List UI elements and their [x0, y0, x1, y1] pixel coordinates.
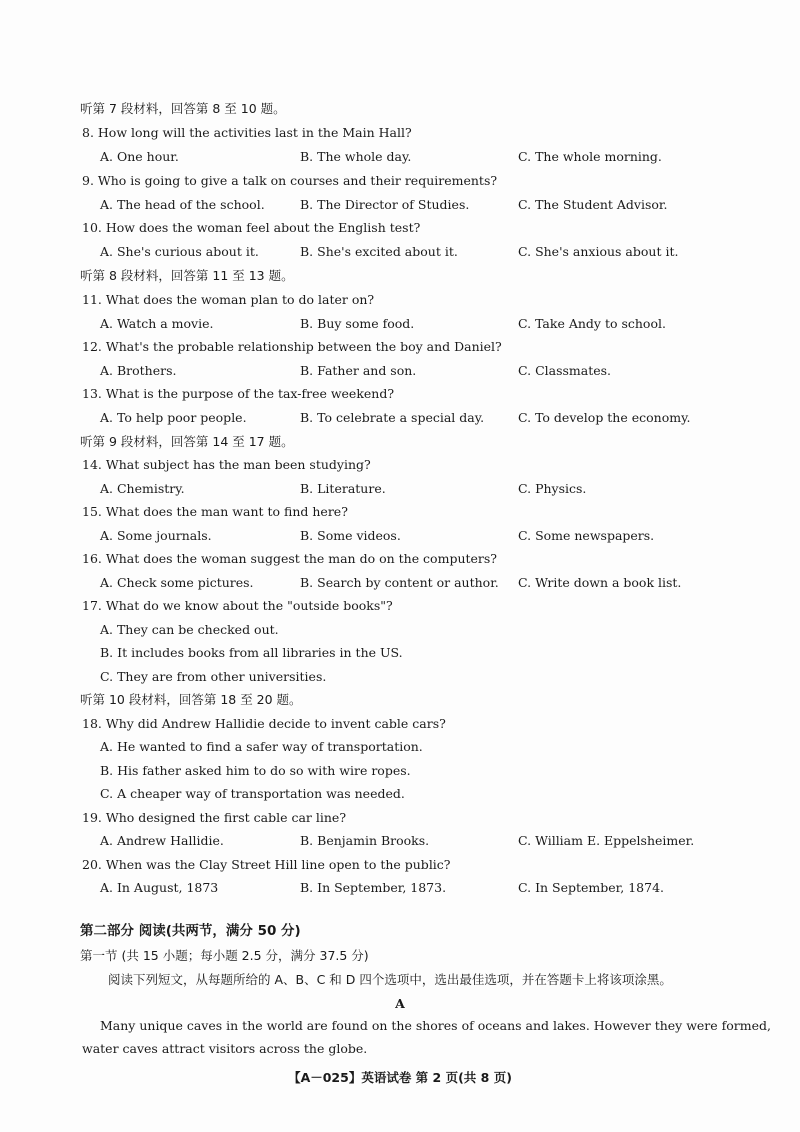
question-stem: 16. What does the woman suggest the man do on the computers? — [82, 551, 498, 566]
option-a: A. He wanted to find a safer way of transportation. — [100, 739, 423, 754]
option-a: A. Chemistry. — [100, 481, 185, 496]
question-stem: 12. What's the probable relationship between the boy and Daniel? — [82, 339, 502, 354]
option-a: A. Check some pictures. — [100, 575, 254, 590]
option-c: C. Classmates. — [518, 363, 612, 378]
option-a: A. Andrew Hallidie. — [100, 833, 224, 848]
passage-label: A — [395, 996, 405, 1011]
question-stem: 10. How does the woman feel about the English test? — [82, 220, 421, 235]
option-a: A. One hour. — [100, 149, 179, 164]
section-heading: 听第 10 段材料，回答第 18 至 20 题。 — [80, 692, 302, 707]
question-stem: 19. Who designed the first cable car line? — [82, 810, 347, 825]
option-b: B. Benjamin Brooks. — [300, 833, 430, 848]
option-c: C. She's anxious about it. — [518, 244, 679, 259]
part-title: 第二部分 阅读(共两节，满分 50 分) — [80, 923, 301, 939]
option-c: C. Some newspapers. — [518, 528, 655, 543]
option-b: B. Father and son. — [300, 363, 417, 378]
section-heading: 听第 9 段材料，回答第 14 至 17 题。 — [80, 434, 294, 449]
question-stem: 17. What do we know about the "outside books"? — [82, 598, 393, 613]
section-heading: 听第 8 段材料，回答第 11 至 13 题。 — [80, 268, 294, 283]
option-c: C. The Student Advisor. — [518, 197, 668, 212]
passage-text-line1: Many unique caves in the world are found on the shores of oceans and lakes. However they were formed, — [100, 1018, 772, 1033]
option-c: C. In September, 1874. — [518, 880, 664, 895]
option-a: A. They can be checked out. — [100, 622, 279, 637]
question-stem: 15. What does the man want to find here? — [82, 504, 348, 519]
option-c: C. Take Andy to school. — [518, 316, 666, 331]
option-c: C. William E. Eppelsheimer. — [518, 833, 695, 848]
option-c: C. To develop the economy. — [518, 410, 691, 425]
option-b: B. Literature. — [300, 481, 386, 496]
option-c: C. They are from other universities. — [100, 669, 327, 684]
option-a: A. The head of the school. — [100, 197, 265, 212]
option-b: B. It includes books from all libraries in the US. — [100, 645, 403, 660]
instructions: 阅读下列短文，从每题所给的 A、B、C 和 D 四个选项中，选出最佳选项，并在答题卡上将该项涂黑。 — [108, 972, 672, 987]
option-b: B. Search by content or author. — [300, 575, 499, 590]
passage-text-line2: water caves attract visitors across the globe. — [82, 1041, 368, 1056]
option-b: B. She's excited about it. — [300, 244, 458, 259]
option-b: B. The Director of Studies. — [300, 197, 470, 212]
question-stem: 18. Why did Andrew Hallidie decide to invent cable cars? — [82, 716, 446, 731]
option-a: A. Some journals. — [100, 528, 212, 543]
option-c: C. Write down a book list. — [518, 575, 682, 590]
section-heading: 听第 7 段材料，回答第 8 至 10 题。 — [80, 101, 286, 116]
option-b: B. Buy some food. — [300, 316, 415, 331]
option-b: B. The whole day. — [300, 149, 412, 164]
option-b: B. To celebrate a special day. — [300, 410, 485, 425]
option-a: A. To help poor people. — [100, 410, 247, 425]
question-stem: 20. When was the Clay Street Hill line open to the public? — [82, 857, 451, 872]
option-b: B. His father asked him to do so with wire ropes. — [100, 763, 411, 778]
option-a: A. Brothers. — [100, 363, 177, 378]
question-stem: 14. What subject has the man been studying? — [82, 457, 371, 472]
question-stem: 9. Who is going to give a talk on courses and their requirements? — [82, 173, 498, 188]
option-b: B. Some videos. — [300, 528, 401, 543]
option-a: A. In August, 1873 — [100, 880, 219, 895]
question-stem: 11. What does the woman plan to do later on? — [82, 292, 375, 307]
option-a: A. Watch a movie. — [100, 316, 214, 331]
question-stem: 13. What is the purpose of the tax-free weekend? — [82, 386, 395, 401]
page-footer: 【A－025】英语试卷 第 2 页(共 8 页) — [288, 1070, 512, 1085]
option-a: A. She's curious about it. — [100, 244, 259, 259]
question-stem: 8. How long will the activities last in the Main Hall? — [82, 125, 412, 140]
option-c: C. The whole morning. — [518, 149, 662, 164]
option-c: C. A cheaper way of transportation was needed. — [100, 786, 405, 801]
option-b: B. In September, 1873. — [300, 880, 447, 895]
option-c: C. Physics. — [518, 481, 587, 496]
section-subtitle: 第一节 (共 15 小题；每小题 2.5 分，满分 37.5 分) — [80, 948, 369, 963]
